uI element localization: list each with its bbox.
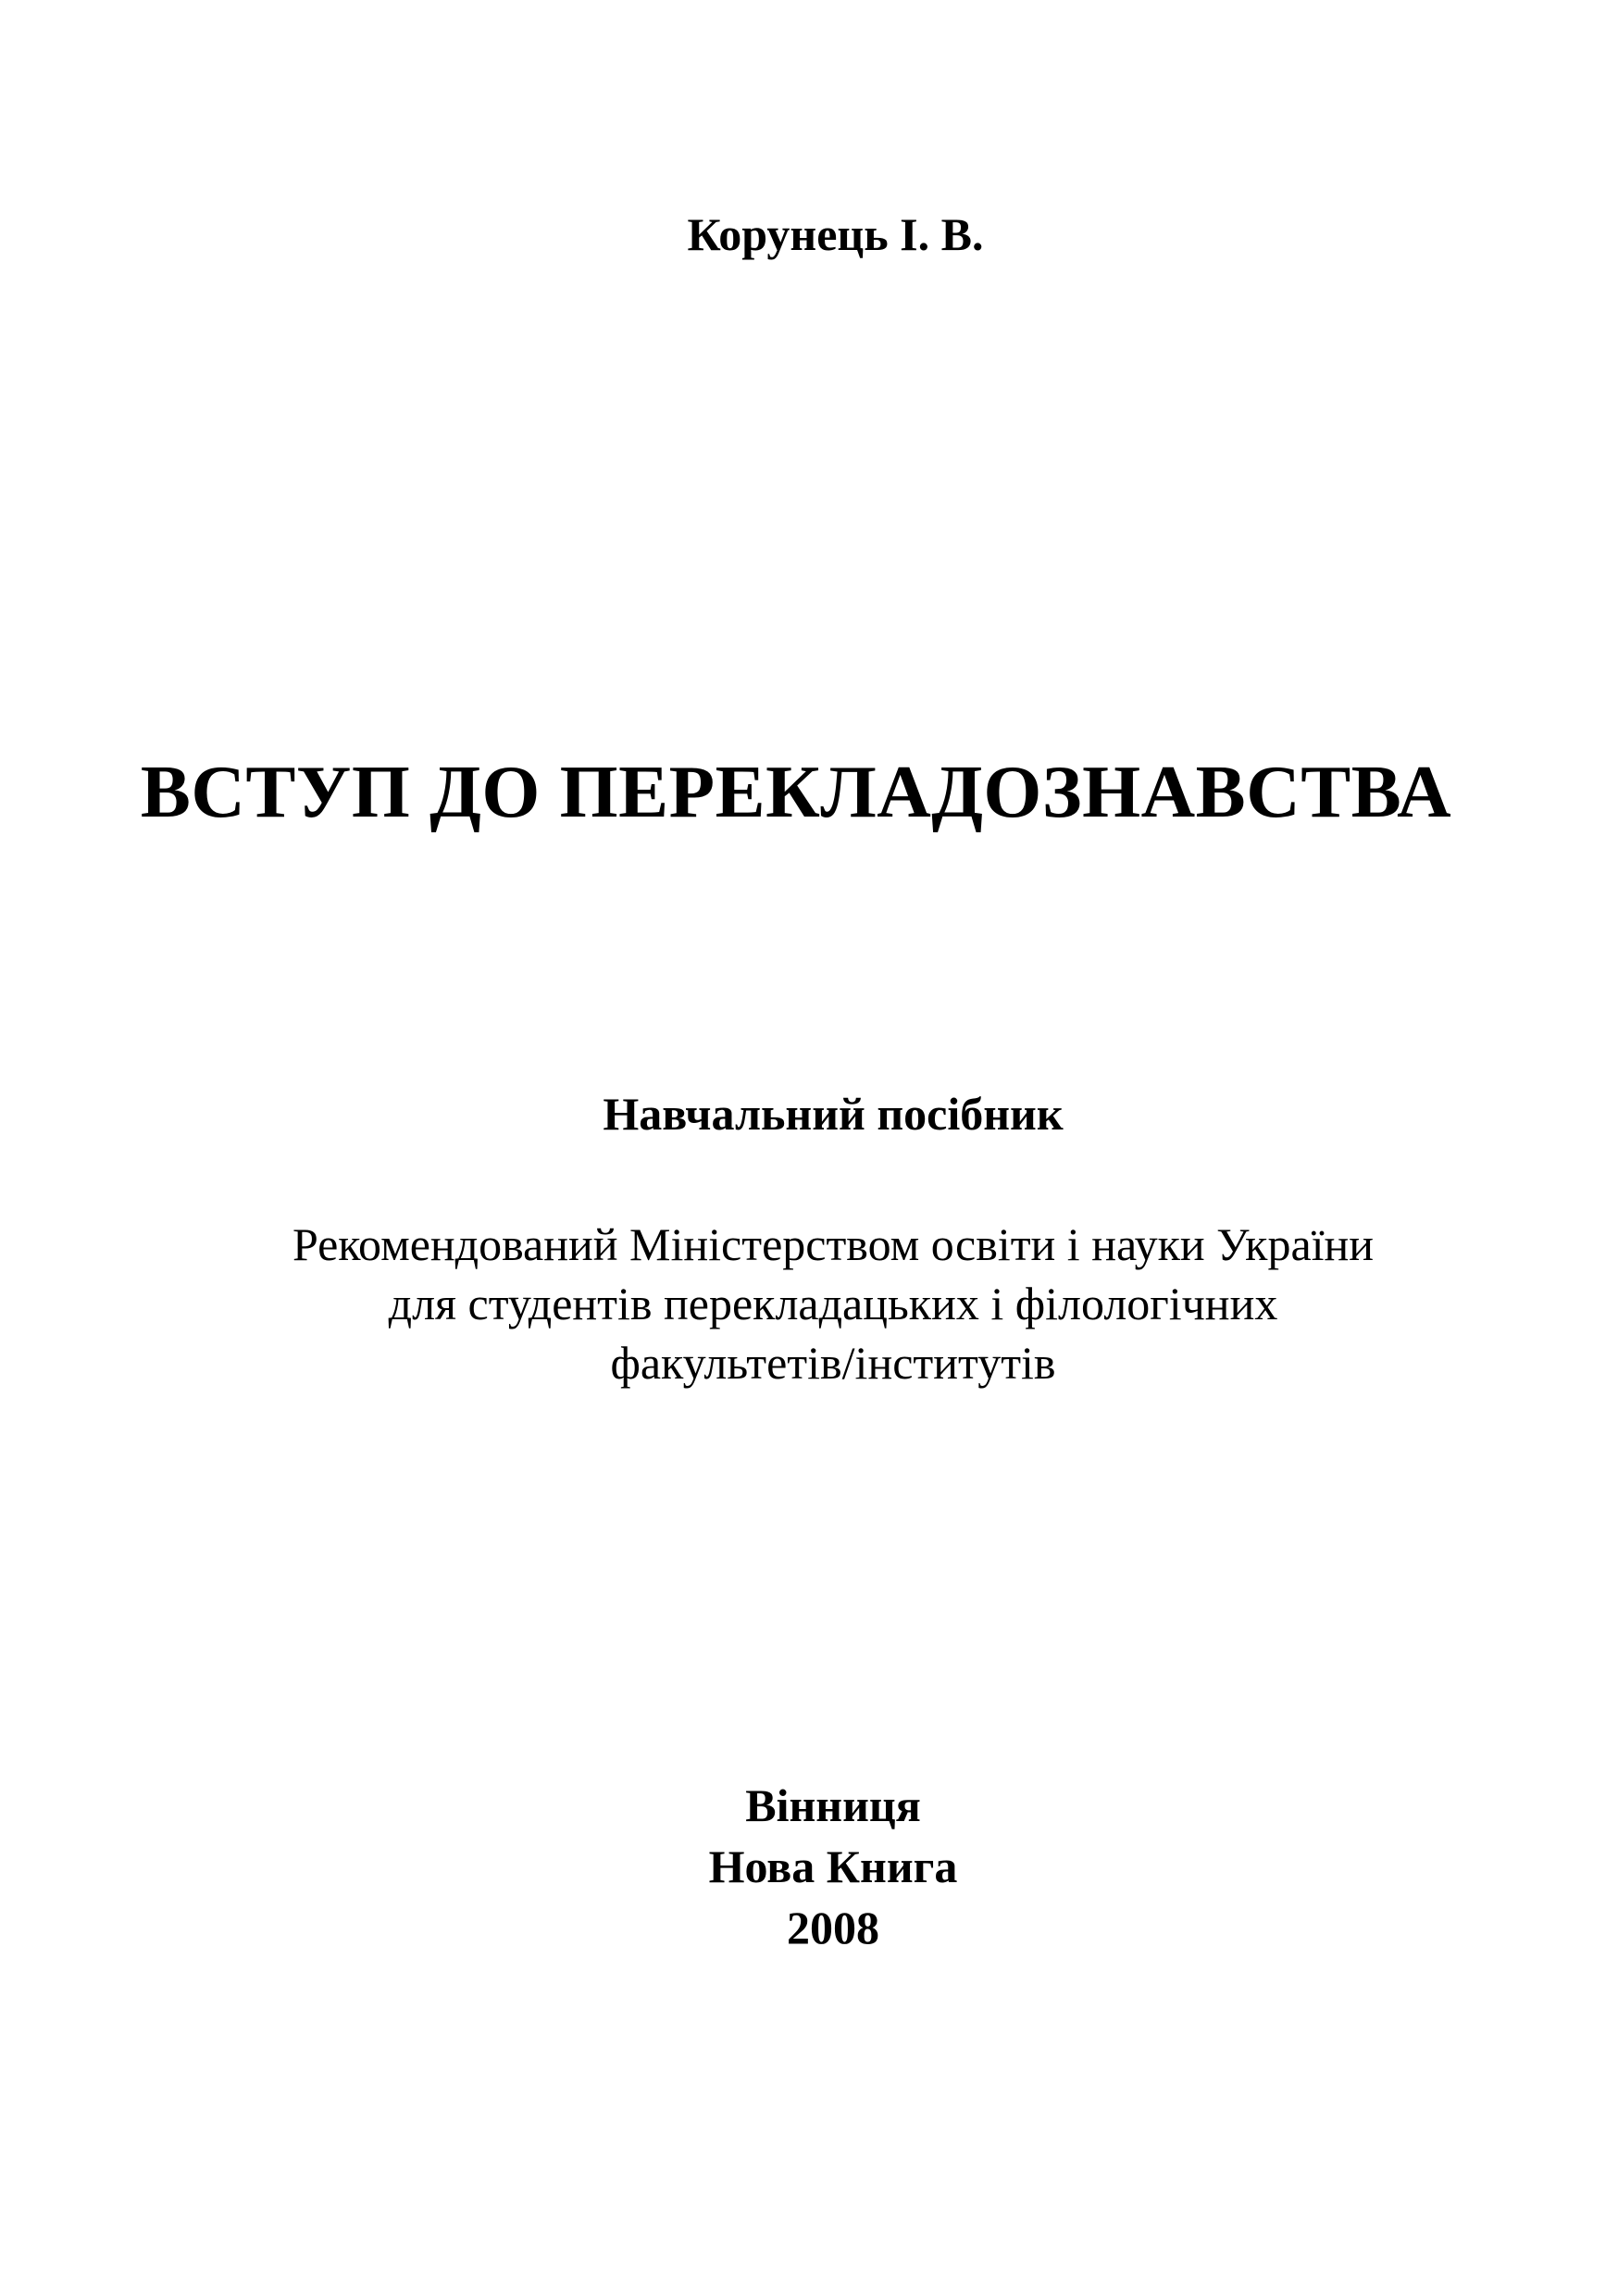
book-title: ВСТУП ДО ПЕРЕКЛАДОЗНАВСТВА — [140, 750, 1452, 833]
book-subtitle: Навчальний посібник — [603, 1088, 1064, 1140]
recommendation-note — [0, 1215, 1618, 1392]
imprint-publisher: Нова Книга — [708, 1841, 958, 1892]
imprint-year: 2008 — [787, 1902, 879, 1953]
recommendation-line-2: для студентів перекладацьких і філологічних — [388, 1278, 1278, 1329]
author-name: Корунець І. В. — [687, 208, 984, 260]
recommendation-line-3: факультетів/інститутів — [610, 1337, 1056, 1389]
recommendation-line-1: Рекомендований Міністерством освіти і науки України — [292, 1218, 1375, 1270]
imprint-city: Вінниця — [745, 1779, 921, 1831]
imprint — [0, 1775, 1618, 1958]
